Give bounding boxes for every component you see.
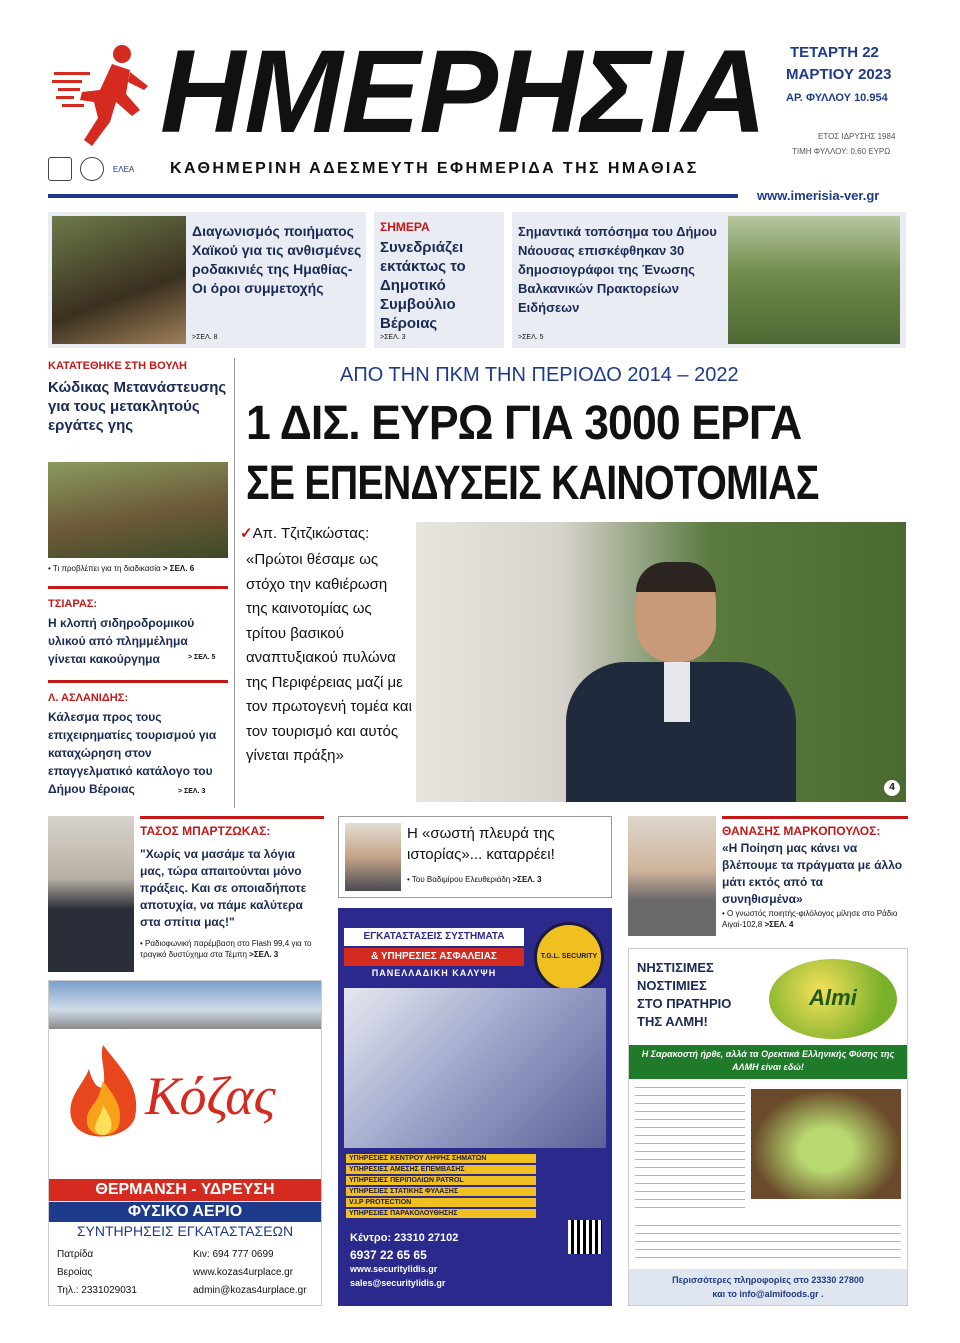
ad-kozas-building — [49, 981, 321, 1029]
teaser-1-photo — [52, 216, 186, 344]
left-story-3-title[interactable]: Κάλεσμα προς τους επιχειρηματίες τουρισμού για καταχώρηση στον επαγγελματικό κατάλογο του Δήμου Βέροιας — [48, 710, 217, 796]
ad-security-phone2: 6937 22 65 65 — [350, 1248, 427, 1262]
left-story-1-caption: • Τι προβλέπει για τη διαδικασία > ΣΕΛ. 6 — [48, 564, 195, 573]
badge-icon — [80, 157, 104, 181]
left-story-1-title[interactable]: Κώδικας Μετανάστευσης για τους μετακλητούς εργάτες γης — [48, 379, 227, 434]
teaser-3-photo — [728, 216, 900, 344]
left-story-3-tag: Λ. ΑΣΛΑΝΙΔΗΣ: — [48, 692, 128, 704]
ad-kozas-web[interactable]: www.kozas4urplace.gr — [193, 1267, 294, 1278]
qr-code-icon — [568, 1220, 602, 1254]
ad-almi-banner: Η Σαρακοστή ήρθε, αλλά τα Ορεκτικά Ελληνικής Φύσης της ΑΛΜΗ είναι εδώ! — [629, 1045, 907, 1079]
ad-security-mail[interactable]: sales@securitylidis.gr — [350, 1278, 446, 1288]
shield-icon: T.G.L. SECURITY — [534, 922, 604, 992]
teaser-3[interactable] — [512, 212, 906, 348]
teaser-2-tag: ΣΗΜΕΡΑ — [380, 220, 430, 234]
teaser-1[interactable] — [48, 212, 366, 348]
website-link[interactable]: www.imerisia-ver.gr — [757, 188, 880, 203]
teaser-2-title: Συνεδριάζει εκτάκτως το Δημοτικό Συμβούλιο Βέροιας — [380, 239, 466, 332]
page-badge: 4 — [884, 780, 900, 796]
column-divider — [234, 358, 235, 808]
badge-icon — [48, 157, 72, 181]
teaser-2[interactable] — [374, 212, 504, 348]
elea-logo: ΕΛΕΑ — [112, 165, 135, 174]
teaser-1-title: Διαγωνισμός ποιήματος Χαϊκού για τις ανθισμένες ροδακινιές της Ημαθίας- Οι όροι συμμετοχής — [192, 223, 362, 296]
ad-security-web[interactable]: www.securitylidis.gr — [350, 1264, 438, 1274]
ad-security-services: ΥΠΗΡΕΣΙΕΣ ΚΕΝΤΡΟΥ ΛΗΨΗΣ ΣΗΜΑΤΩΝ ΥΠΗΡΕΣΙΕΣ ΑΜΕΣΗΣ ΕΠΕΜΒΑΣΗΣ ΥΠΗΡΕΣΙΕΣ ΠΕΡΙΠΟΛΙΩΝ PATROL ΥΠΗΡΕΣΙΕΣ ΣΤΑΤΙΚΗΣ ΦΥΛΑΞΗΣ V.I.P PROTECTION ΥΠΗΡΕΣΙΕΣ ΠΑΡΑΚΟΛΟΥΘΗΣΗΣ — [346, 1154, 536, 1220]
left-story-1-photo — [48, 462, 228, 558]
date-line-2: ΜΑΡΤΙΟΥ 2023 — [786, 66, 892, 83]
left-story-1-tag: ΚΑΤΑΤΕΘΗΚΕ ΣΤΗ ΒΟΥΛΗ — [48, 360, 187, 372]
ad-kozas-addr1: Πατρίδα — [57, 1249, 94, 1260]
teaser-1-page: >ΣΕΛ. 8 — [192, 334, 218, 341]
ad-kozas-mail[interactable]: admin@kozas4urplace.gr — [193, 1285, 307, 1296]
ad-almi-footer: Περισσότερες πληροφορίες στο 23330 27800 και το info@almifoods.gr . — [629, 1269, 907, 1305]
main-kicker: ΑΠΟ ΤΗΝ ΠΚΜ ΤΗΝ ΠΕΡΙΟΔΟ 2014 – 2022 — [340, 364, 739, 386]
runner-logo-icon — [52, 42, 152, 150]
main-headline-2: ΣΕ ΕΠΕΝΔΥΣΕΙΣ ΚΑΙΝΟΤΟΜΙΑΣ — [246, 457, 819, 510]
opinion-3-caption: • Ο γνωστός ποιητής-φιλόλογος μίλησε στο Ράδιο Αιγαί-102,8 >ΣΕΛ. 4 — [722, 909, 898, 929]
opinion-1-name: ΤΑΣΟΣ ΜΠΑΡΤΖΩΚΑΣ: — [140, 824, 271, 838]
ad-kozas-brand: Κόζας — [145, 1066, 276, 1126]
left-story-2-tag: ΤΣΙΑΡΑΣ: — [48, 598, 98, 610]
ad-kozas-line2: ΦΥΣΙΚΟ ΑΕΡΙΟ — [49, 1202, 321, 1222]
left-story-2-page: > ΣΕΛ. 5 — [188, 654, 216, 661]
main-story — [240, 358, 908, 808]
ad-almi-photo — [751, 1089, 901, 1199]
ad-security-coverage: ΠΑΝΕΛΛΑΔΙΚΗ ΚΑΛΥΨΗ — [371, 968, 497, 978]
left-divider — [48, 586, 228, 589]
opinion-3-name: ΘΑΝΑΣΗΣ ΜΑΡΚΟΠΟΥΛΟΣ: — [722, 824, 881, 838]
ad-kozas-line3: ΣΥΝΤΗΡΗΣΕΙΣ ΕΓΚΑΤΑΣΤΑΣΕΩΝ — [76, 1223, 294, 1239]
ad-almi-info — [635, 1225, 901, 1261]
masthead — [0, 0, 960, 203]
ad-almi[interactable] — [628, 948, 908, 1306]
opinion-1-quote: "Χωρίς να μασάμε τα λόγια μας, τώρα απαιτούνται μόνο πράξεις. Και σε οποιαδήποτε αποτυχία, να πάμε καλύτερα στα σπίτια μας!" — [140, 847, 307, 929]
ad-kozas-mobile: Κιν: 694 777 0699 — [193, 1249, 274, 1260]
opinion-3-rule — [722, 816, 908, 819]
flame-icon — [63, 1041, 143, 1151]
masthead-badges — [48, 157, 148, 183]
opinion-1[interactable] — [48, 816, 324, 972]
date-line-1: ΤΕΤΑΡΤΗ 22 — [790, 44, 879, 61]
ad-security[interactable] — [338, 908, 612, 1306]
opinion-1-rule — [140, 816, 324, 819]
left-column — [48, 358, 228, 808]
ad-almi-bodytext — [635, 1087, 745, 1215]
opinion-2[interactable] — [338, 816, 612, 898]
ad-kozas-tel: Τηλ.: 2331029031 — [57, 1285, 137, 1296]
opinion-3-photo — [628, 816, 716, 936]
ad-security-phone1: Κέντρο: 23310 27102 — [350, 1232, 459, 1244]
almi-logo: Almi — [769, 959, 897, 1039]
price: ΤΙΜΗ ΦΥΛΛΟΥ: 0,60 ΕΥΡΩ — [792, 147, 891, 156]
masthead-rule — [48, 194, 738, 198]
main-speaker: ✓Απ. Τζιτζικώστας: — [240, 525, 370, 542]
teaser-3-page: >ΣΕΛ. 5 — [518, 334, 544, 341]
ad-kozas[interactable] — [48, 980, 322, 1306]
ad-security-title2: & ΥΠΗΡΕΣΙΕΣ ΑΣΦΑΛΕΙΑΣ — [344, 948, 524, 966]
main-quote: «Πρώτοι θέσαμε ως στόχο την καθιέρωση της καινοτομίας ως τρίτου βασικού αναπτυξιακού πυλώνα της Περιφέρειας μαζί με τον πρωτογενή τομέα και τον τουρισμό και αυτός γίνεται πράξη» — [246, 551, 412, 764]
opinion-2-caption: • Του Βαδιμίρου Ελευθεριάδη >ΣΕΛ. 3 — [407, 875, 542, 884]
check-icon: ✓ — [240, 525, 253, 542]
opinion-3[interactable] — [628, 816, 908, 940]
opinion-1-photo — [48, 816, 134, 972]
left-divider — [48, 680, 228, 683]
masthead-subtitle: ΚΑΘΗΜΕΡΙΝΗ ΑΔΕΣΜΕΥΤΗ ΕΦΗΜΕΡΙΔΑ ΤΗΣ ΗΜΑΘΙΑΣ — [170, 160, 699, 177]
founded-year: ΕΤΟΣ ΙΔΡΥΣΗΣ 1984 — [818, 132, 896, 141]
opinion-3-quote: «Η Ποίηση μας κάνει να βλέπουμε τα πράγματα με άλλο μάτι εκτός από τα συνηθισμένα» — [722, 841, 903, 906]
ad-security-title1: ΕΓΚΑΤΑΣΤΑΣΕΙΣ ΣΥΣΤΗΜΑΤΑ — [344, 928, 524, 946]
left-story-2-title[interactable]: Η κλοπή σιδηροδρομικού υλικού από πλημμέλημα γίνεται κακούργημα — [48, 616, 195, 666]
main-headline-1: 1 ΔΙΣ. ΕΥΡΩ ΓΙΑ 3000 ΕΡΓΑ — [246, 397, 802, 450]
masthead-title: ΗΜΕΡΗΣΙΑ — [160, 26, 766, 158]
ad-kozas-line1: ΘΕΡΜΑΝΣΗ - ΥΔΡΕΥΣΗ — [49, 1179, 321, 1201]
teaser-3-title: Σημαντικά τοπόσημα του Δήμου Νάουσας επισκέφθηκαν 30 δημοσιογράφοι της Ένωσης Βαλκανικών Πρακτορείων Ειδήσεων — [518, 224, 717, 315]
opinion-2-quote: Η «σωστή πλευρά της ιστορίας»... καταρρέει! — [407, 825, 555, 863]
teaser-2-page: >ΣΕΛ. 3 — [380, 334, 406, 341]
main-photo — [416, 522, 906, 802]
opinion-1-caption: • Ραδιοφωνική παρέμβαση στο Flash 99,4 για το τραγικό δυστύχημα στα Τέμπη >ΣΕΛ. 3 — [140, 939, 312, 959]
main-photo-subject — [566, 562, 796, 802]
ad-kozas-addr2: Βεροίας — [57, 1267, 93, 1278]
ad-security-collage — [344, 988, 606, 1148]
left-story-3-page: > ΣΕΛ. 3 — [178, 788, 206, 795]
opinion-2-photo — [345, 823, 401, 891]
ad-almi-headline: ΝΗΣΤΙΣΙΜΕΣ ΝΟΣΤΙΜΙΕΣ ΣΤΟ ΠΡΑΤΗΡΙΟ ΤΗΣ ΑΛΜΗ! — [637, 960, 732, 1029]
issue-number: ΑΡ. ΦΥΛΛΟΥ 10.954 — [786, 92, 888, 104]
